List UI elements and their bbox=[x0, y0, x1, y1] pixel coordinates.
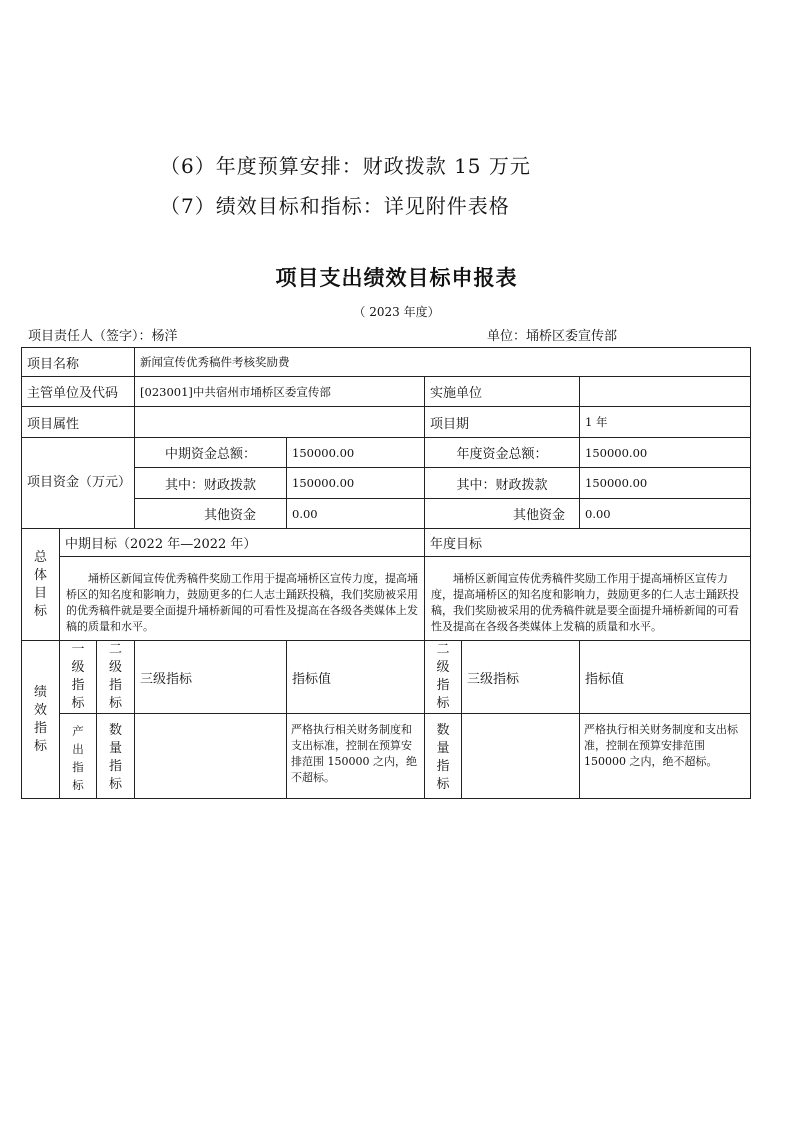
level1-label: 一 级 指 标 bbox=[60, 641, 97, 714]
value-label-right: 指标值 bbox=[580, 641, 751, 714]
row-project-name bbox=[22, 348, 751, 377]
year-other-value: 0.00 bbox=[580, 499, 751, 529]
unit-name: 单位：埇桥区委宣传部 bbox=[487, 329, 618, 344]
funds-label: 项目资金（万元） bbox=[22, 438, 135, 529]
year-fiscal-value: 150000.00 bbox=[580, 468, 751, 499]
indicator-value-left: 严格执行相关财务制度和支出标准，控制在预算安排范围 150000 之内，绝不超标。 bbox=[287, 714, 425, 799]
attr-value bbox=[135, 407, 425, 438]
dept-label: 主管单位及代码 bbox=[22, 377, 135, 407]
form-year: （ 2023 年度） bbox=[353, 305, 440, 319]
mid-total-label: 中期资金总额： bbox=[135, 438, 287, 468]
year-goal-text: 埇桥区新闻宣传优秀稿件奖励工作用于提高埇桥区宣传力度，提高埇桥区的知名度和影响力，鼓励更多的仁人志士踊跃投稿，我们奖励被采用的优秀稿件就是要全面提升埇桥新闻的可看性及提高在各级各类媒体上发稿的质量和水平。 bbox=[425, 557, 751, 641]
attr-label: 项目属性 bbox=[22, 407, 135, 438]
mid-fiscal-value: 150000.00 bbox=[287, 468, 425, 499]
dept-value: [023001]中共宿州市埇桥区委宣传部 bbox=[135, 377, 425, 407]
performance-goal-line: （7）绩效目标和指标：详见附件表格 bbox=[160, 194, 510, 218]
quantity-indicator-label-right: 数 量 指 标 bbox=[425, 714, 462, 799]
level3-label: 三级指标 bbox=[135, 641, 287, 714]
row-indicator-output bbox=[22, 714, 751, 799]
year-goal-label: 年度目标 bbox=[425, 529, 751, 557]
performance-table bbox=[21, 347, 751, 799]
level3-label-right: 三级指标 bbox=[462, 641, 580, 714]
year-total-label: 年度资金总额： bbox=[425, 438, 580, 468]
project-name-label: 项目名称 bbox=[22, 348, 135, 377]
mid-total-value: 150000.00 bbox=[287, 438, 425, 468]
year-other-label: 其他资金 bbox=[425, 499, 580, 529]
mid-other-label: 其他资金 bbox=[135, 499, 287, 529]
row-goal-header bbox=[22, 529, 751, 557]
budget-line: （6）年度预算安排：财政拨款 15 万元 bbox=[160, 154, 531, 178]
level2-label-right: 二 级 指 标 bbox=[425, 641, 462, 714]
row-attr bbox=[22, 407, 751, 438]
level3-value-left bbox=[135, 714, 287, 799]
indicator-value-right: 严格执行相关财务制度和支出标准，控制在预算安排范围 150000 之内，绝不超标。 bbox=[580, 714, 751, 799]
year-total-value: 150000.00 bbox=[580, 438, 751, 468]
mid-other-value: 0.00 bbox=[287, 499, 425, 529]
performance-indicator-label: 绩 效 指 标 bbox=[22, 641, 60, 799]
row-goal-text bbox=[22, 557, 751, 641]
responsible-person: 项目责任人（签字）：杨洋 bbox=[28, 329, 178, 344]
project-name-value: 新闻宣传优秀稿件考核奖励费 bbox=[135, 348, 751, 377]
row-indicator-header bbox=[22, 641, 751, 714]
overall-goal-label: 总 体 目 标 bbox=[22, 529, 60, 641]
level3-value-right bbox=[462, 714, 580, 799]
mid-fiscal-label: 其中：财政拨款 bbox=[135, 468, 287, 499]
impl-label: 实施单位 bbox=[425, 377, 580, 407]
output-indicator-label: 产 出 指 标 bbox=[60, 714, 97, 799]
quantity-indicator-label: 数 量 指 标 bbox=[97, 714, 135, 799]
mid-goal-label: 中期目标（2022 年—2022 年） bbox=[60, 529, 425, 557]
period-value: 1 年 bbox=[580, 407, 751, 438]
impl-value bbox=[580, 377, 751, 407]
form-title: 项目支出绩效目标申报表 bbox=[275, 266, 518, 290]
row-dept bbox=[22, 377, 751, 407]
mid-goal-text: 埇桥区新闻宣传优秀稿件奖励工作用于提高埇桥区宣传力度，提高埇桥区的知名度和影响力，鼓励更多的仁人志士踊跃投稿，我们奖励被采用的优秀稿件就是要全面提升埇桥新闻的可看性及提高在各级各类媒体上发稿的质量和水平。 bbox=[60, 557, 425, 641]
year-fiscal-label: 其中：财政拨款 bbox=[425, 468, 580, 499]
period-label: 项目期 bbox=[425, 407, 580, 438]
level2-label: 二 级 指 标 bbox=[97, 641, 135, 714]
value-label: 指标值 bbox=[287, 641, 425, 714]
row-funds-total bbox=[22, 438, 751, 468]
